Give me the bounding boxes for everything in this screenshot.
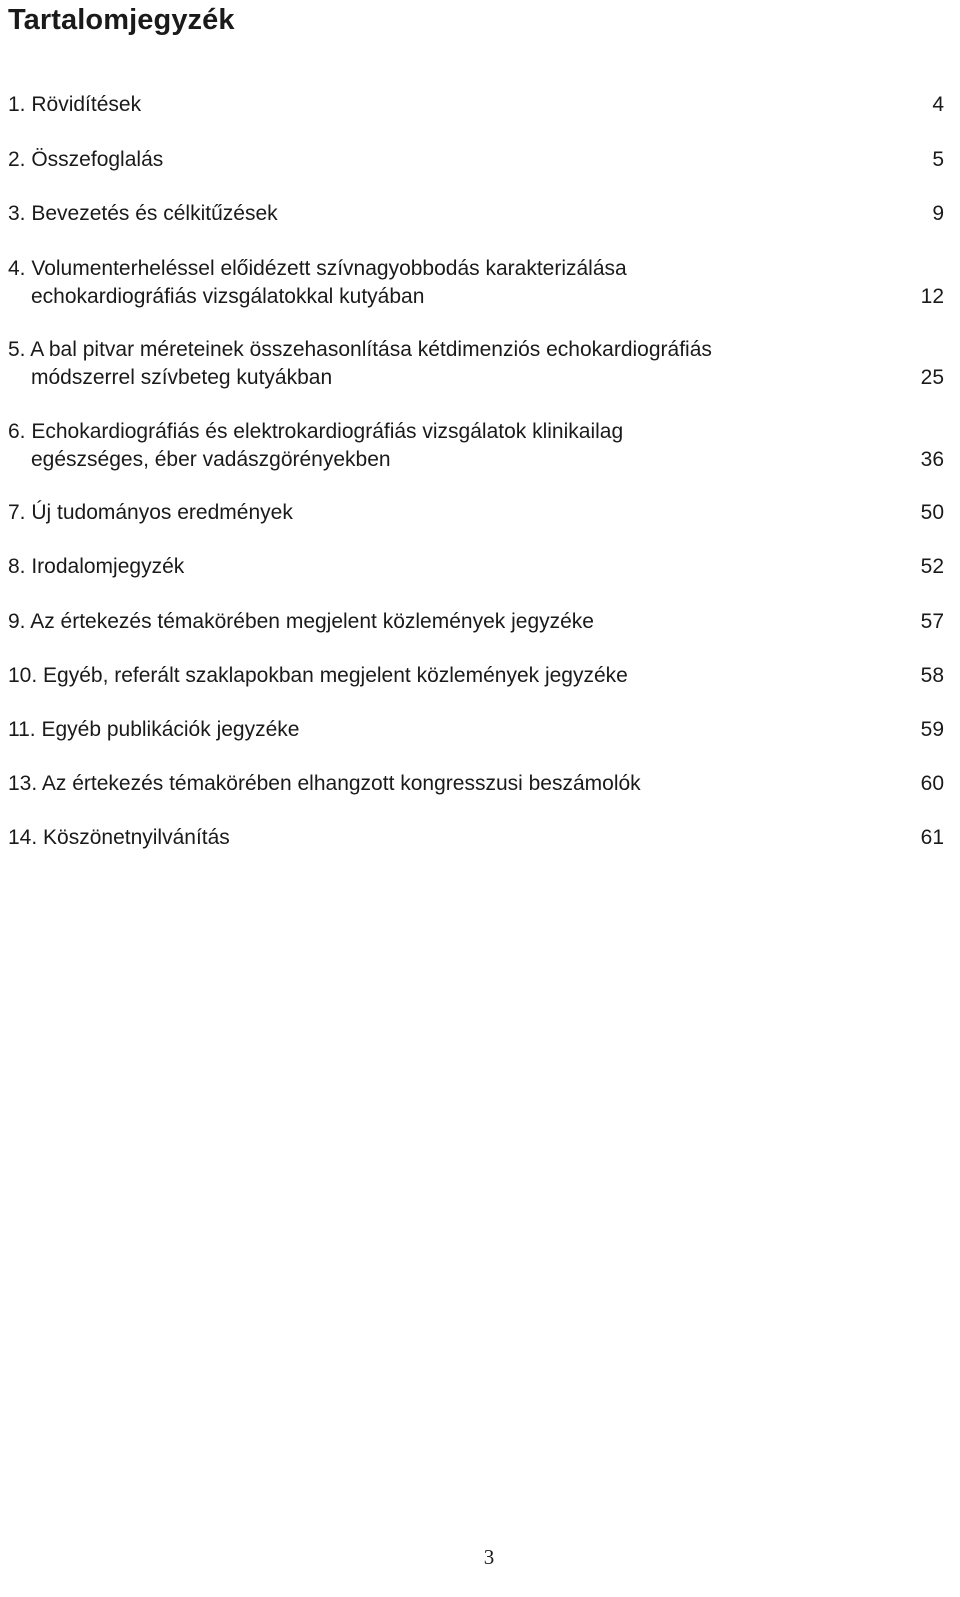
- toc-entry-1[interactable]: [8, 91, 944, 119]
- toc-entry-title: 11. Egyéb publikációk jegyzéke: [8, 718, 300, 741]
- toc-entry-title-line-2: módszerrel szívbeteg kutyákban: [31, 366, 333, 389]
- toc-entry-title: 1. Rövidítések: [8, 93, 142, 116]
- toc-entry-page: 60: [920, 772, 944, 795]
- toc-entry-title-line-1: 6. Echokardiográfiás és elektrokardiográfiás vizsgálatok klinikailag: [8, 420, 624, 443]
- toc-entry-page: 5: [932, 148, 944, 171]
- toc-entry-5[interactable]: [8, 336, 944, 392]
- toc-entry-title: 3. Bevezetés és célkitűzések: [8, 202, 278, 225]
- toc-entry-3[interactable]: [8, 200, 944, 228]
- toc-entry-page: 61: [920, 826, 944, 849]
- toc-entry-title: 7. Új tudományos eredmények: [8, 501, 293, 524]
- toc-entry-page: 36: [920, 448, 944, 471]
- toc-entry-title-line-1: 4. Volumenterheléssel előidézett szívnagyobbodás karakterizálása: [8, 257, 627, 280]
- toc-entry-title: 9. Az értekezés témakörében megjelent közlemények jegyzéke: [8, 610, 594, 633]
- toc-entry-10[interactable]: [8, 662, 944, 690]
- toc-entry-2[interactable]: [8, 146, 944, 174]
- toc-entry-title-line-1: 5. A bal pitvar méreteinek összehasonlítása kétdimenziós echokardiográfiás: [8, 338, 712, 361]
- toc-entry-page: 12: [920, 285, 944, 308]
- toc-entry-9[interactable]: [8, 608, 944, 636]
- toc-entry-page: 25: [920, 366, 944, 389]
- toc-entry-title: 8. Irodalomjegyzék: [8, 555, 185, 578]
- toc-entry-14[interactable]: [8, 824, 944, 852]
- toc-entry-title: 13. Az értekezés témakörében elhangzott kongresszusi beszámolók: [8, 772, 641, 795]
- toc-entry-page: 50: [920, 501, 944, 524]
- toc-entry-page: 4: [932, 93, 944, 116]
- toc-entry-title: 2. Összefoglalás: [8, 148, 164, 171]
- toc-entry-title-line-2: egészséges, éber vadászgörényekben: [31, 448, 391, 471]
- toc-entry-title: 14. Köszönetnyilvánítás: [8, 826, 230, 849]
- page-title: Tartalomjegyzék: [8, 4, 235, 36]
- toc-entry-8[interactable]: [8, 553, 944, 581]
- toc-entry-page: 58: [920, 664, 944, 687]
- toc-entry-page: 52: [920, 555, 944, 578]
- toc-entry-6[interactable]: [8, 418, 944, 474]
- toc-entry-13[interactable]: [8, 770, 944, 798]
- toc-entry-11[interactable]: [8, 716, 944, 744]
- toc-entry-page: 59: [920, 718, 944, 741]
- toc-entry-7[interactable]: [8, 499, 944, 527]
- toc-entry-title: 10. Egyéb, referált szaklapokban megjelent közlemények jegyzéke: [8, 664, 628, 687]
- toc-entry-page: 9: [932, 202, 944, 225]
- page-number: 3: [483, 1545, 495, 1569]
- toc-entry-title-line-2: echokardiográfiás vizsgálatokkal kutyában: [31, 285, 425, 308]
- toc-entry-4[interactable]: [8, 255, 944, 311]
- toc-entry-page: 57: [920, 610, 944, 633]
